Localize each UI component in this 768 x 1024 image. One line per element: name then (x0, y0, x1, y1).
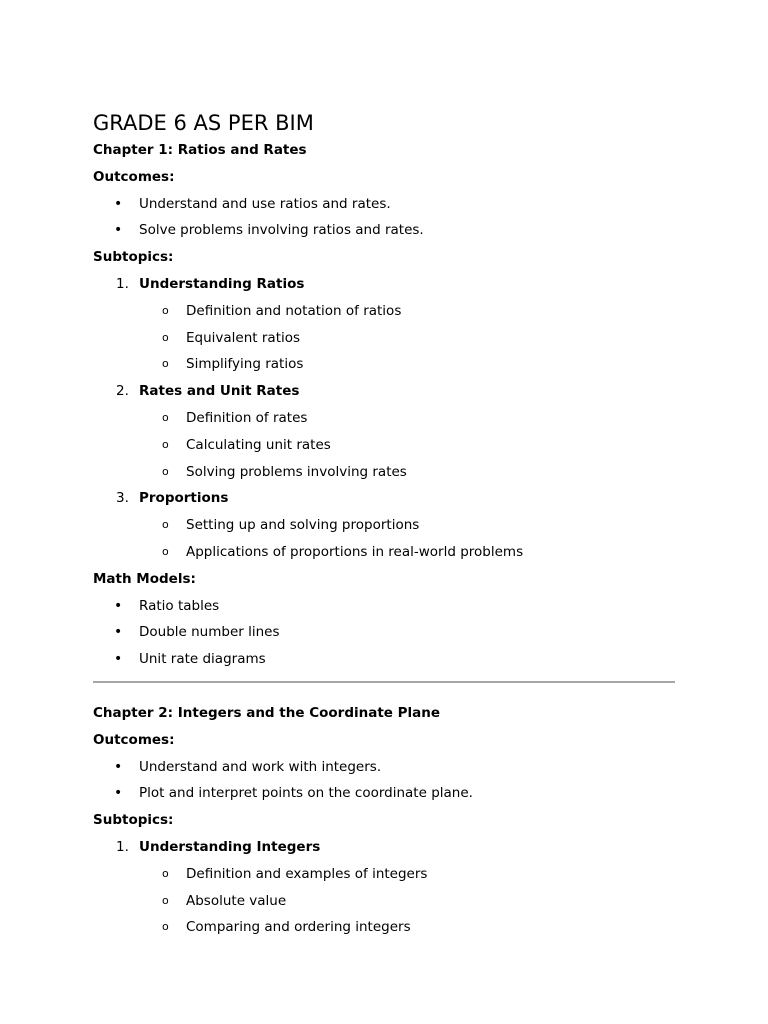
list-number: 2. (116, 383, 129, 400)
subtopics-label: Subtopics: (93, 812, 174, 829)
subtopic-item: o Solving problems involving rates (93, 459, 675, 486)
list-number: 1. (116, 838, 129, 855)
chapter-heading: Chapter 1: Ratios and Rates (93, 142, 307, 158)
document-page (93, 110, 675, 941)
subtopic-title: 1. Understanding Integers (93, 834, 675, 861)
outcome-item: • Solve problems involving ratios and rates. (93, 217, 675, 244)
document-title: GRADE 6 AS PER BIM (93, 111, 314, 135)
outcome-item: • Understand and use ratios and rates. (93, 191, 675, 218)
bullet-icon: • (114, 195, 123, 212)
subtopic-item: o Setting up and solving proportions (93, 512, 675, 539)
bullet-icon: • (114, 222, 123, 239)
bullet-icon: • (114, 624, 123, 641)
math-model-item: • Double number lines (93, 619, 675, 646)
chapter-heading: Chapter 2: Integers and the Coordinate Plane (93, 704, 441, 721)
subtopic-title: 3. Proportions (93, 485, 675, 512)
circle-bullet-icon: o (162, 893, 169, 907)
circle-bullet-icon: o (162, 518, 169, 532)
outcome-item: • Plot and interpret points on the coordinate plane. (93, 780, 675, 807)
subtopic-title: 1. Understanding Ratios (93, 271, 675, 298)
subtopic-item: o Definition and notation of ratios (93, 298, 675, 325)
bullet-icon: • (114, 651, 123, 668)
outcomes-label: Outcomes: (93, 731, 175, 748)
subtopic-item: o Calculating unit rates (93, 432, 675, 459)
circle-bullet-icon: o (162, 920, 169, 934)
math-model-item: • Unit rate diagrams (93, 646, 675, 673)
math-models-label: Math Models: (93, 570, 196, 587)
outcome-item: • Understand and work with integers. (93, 754, 675, 781)
circle-bullet-icon: o (162, 330, 169, 344)
subtopic-item: o Simplifying ratios (93, 351, 675, 378)
subtopic-item: o Definition of rates (93, 405, 675, 432)
bullet-icon: • (114, 785, 123, 802)
math-model-item: • Ratio tables (93, 593, 675, 620)
circle-bullet-icon: o (162, 410, 169, 424)
bullet-icon: • (114, 597, 123, 614)
subtopic-item: o Comparing and ordering integers (93, 914, 675, 941)
circle-bullet-icon: o (162, 437, 169, 451)
bullet-icon: • (114, 758, 123, 775)
circle-bullet-icon: o (162, 866, 169, 880)
subtopic-item: o Applications of proportions in real-world problems (93, 539, 675, 566)
subtopics-label: Subtopics: (93, 249, 174, 266)
circle-bullet-icon: o (162, 544, 169, 558)
subtopic-item: o Equivalent ratios (93, 325, 675, 352)
circle-bullet-icon: o (162, 357, 169, 371)
list-number: 3. (116, 490, 129, 507)
circle-bullet-icon: o (162, 303, 169, 317)
horizontal-rule (93, 681, 675, 683)
subtopic-item: o Absolute value (93, 888, 675, 915)
outcomes-label: Outcomes: (93, 168, 175, 185)
list-number: 1. (116, 275, 129, 292)
circle-bullet-icon: o (162, 464, 169, 478)
subtopic-title: 2. Rates and Unit Rates (93, 378, 675, 405)
subtopic-item: o Definition and examples of integers (93, 861, 675, 888)
